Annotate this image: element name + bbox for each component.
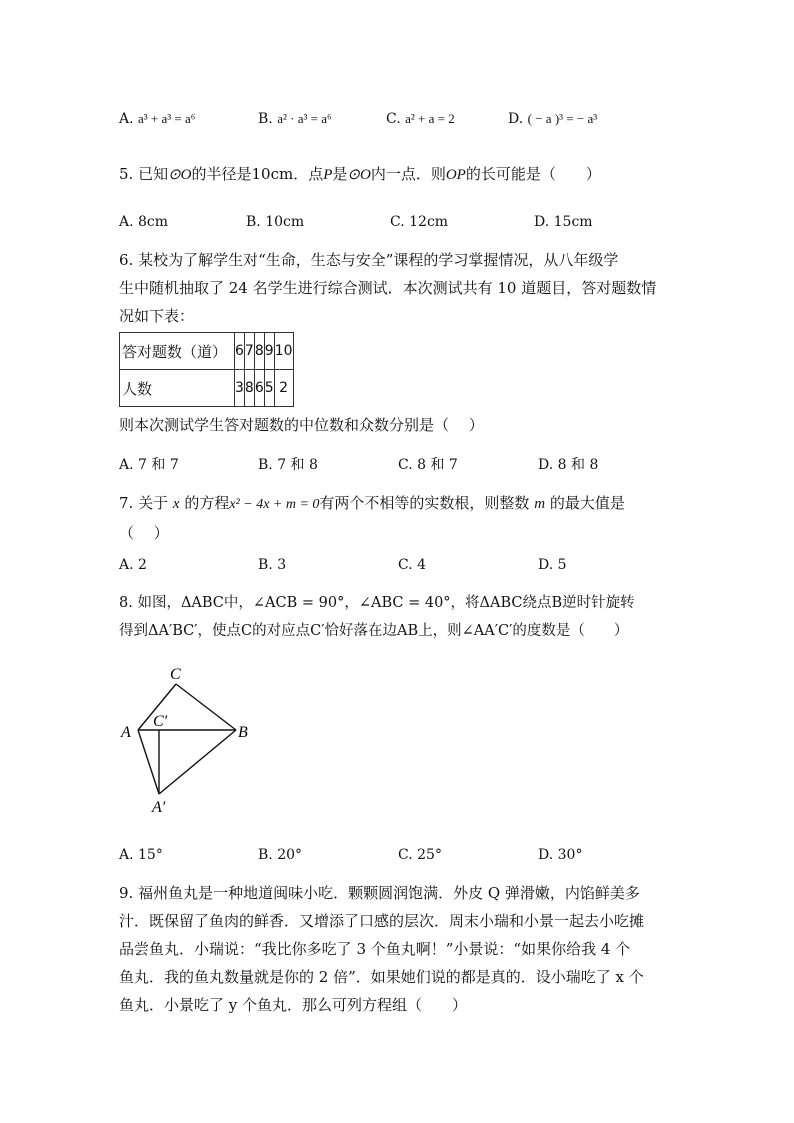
q6-option-d: D. 8 和 8 — [538, 457, 599, 473]
segment-cb — [176, 684, 236, 730]
table-cell: 6 — [235, 333, 245, 370]
q8-options — [119, 843, 719, 867]
q8-option-c: C. 25° — [398, 847, 442, 863]
q4-option-a: A. a³ + a³ = a⁶ — [119, 111, 196, 127]
q5-stem: 5. 已知⊙O的半径是10cm．点P是⊙O内一点．则OP的长可能是（ ） — [119, 165, 601, 183]
q6-stem: 6. 某校为了解学生对“生命，生态与安全”课程的学习掌握情况，从八年级学 生中随机抽取了 24 名学生进行综合测试．本次测试共有 10 道题目，答对题数情 况如下表： — [119, 251, 657, 325]
q5-option-a: A. 8cm — [119, 214, 169, 230]
table-cell: 7 — [244, 333, 254, 370]
table-cell: 10 — [274, 333, 293, 370]
q4-option-b: B. a² · a³ = a⁶ — [258, 111, 332, 127]
q6-option-c: C. 8 和 7 — [398, 457, 458, 473]
label-a: A — [121, 724, 131, 741]
q7-option-d: D. 5 — [538, 557, 567, 573]
label-a-prime: A′ — [152, 799, 166, 816]
table-cell: 5 — [264, 370, 274, 407]
q8-stem: 8. 如图，ΔABC中，∠ACB = 90°，∠ABC = 40°，将ΔABC绕点B逆时针旋转 得到ΔA′BC′，使点C的对应点C′恰好落在边AB上，则∠AA′C′的度数是（ ） — [119, 595, 635, 639]
q7-stem: 7. 关于 x 的方程x² − 4x + m = 0有两个不相等的实数根，则整数 m 的最大值是 （ ） — [119, 494, 625, 542]
q9-stem: 9. 福州鱼丸是一种地道闽味小吃．颗颗圆润饱满．外皮 Q 弹滑嫩，内馅鲜美多 汁．既保留了鱼肉的鲜香．又增添了口感的层次．周末小瑞和小景一起去小吃摊 品尝鱼丸．小瑞说：“我比你多吃了 3 个鱼丸啊！”小景说：“如果你给我 4 个 鱼丸．我的鱼丸数量就是你的 2 倍”．如果她们说的都是真的．设小瑞吃了 x 个 鱼丸．小景吃了 y 个鱼丸．那么可列方程组（ ） — [119, 884, 645, 1014]
label-c: C — [170, 666, 181, 683]
segment-a-a-prime — [138, 730, 159, 794]
q8-option-a: A. 15° — [119, 847, 163, 863]
q5-option-b: B. 10cm — [246, 214, 305, 230]
table-cell: 8 — [254, 333, 264, 370]
q4-option-d: D. ( − a )³ = − a³ — [508, 111, 598, 127]
q5-option-c: C. 12cm — [390, 214, 449, 230]
table-cell: 3 — [235, 370, 245, 407]
q6-question: 则本次测试学生答对题数的中位数和众数分别是（ ） — [119, 416, 484, 434]
table-cell: 8 — [244, 370, 254, 407]
q4-option-c: C. a² + a = 2 — [386, 111, 455, 127]
q7-option-c: C. 4 — [398, 557, 427, 573]
table-cell: 6 — [254, 370, 264, 407]
label-b: B — [238, 724, 248, 741]
table-header-cell: 答对题数（道） — [120, 333, 235, 370]
segment-a-prime-b — [159, 730, 236, 794]
q7-option-b: B. 3 — [258, 557, 287, 573]
q5-option-d: D. 15cm — [534, 214, 593, 230]
q8-option-b: B. 20° — [258, 847, 303, 863]
table-cell: 2 — [274, 370, 293, 407]
q6-option-a: A. 7 和 7 — [119, 457, 179, 473]
q6-option-b: B. 7 和 8 — [258, 457, 318, 473]
q7-option-a: A. 2 — [119, 557, 147, 573]
label-c-prime: C′ — [153, 713, 168, 730]
table-cell: 9 — [264, 333, 274, 370]
table-header-cell: 人数 — [120, 370, 235, 407]
q8-option-d: D. 30° — [538, 847, 583, 863]
